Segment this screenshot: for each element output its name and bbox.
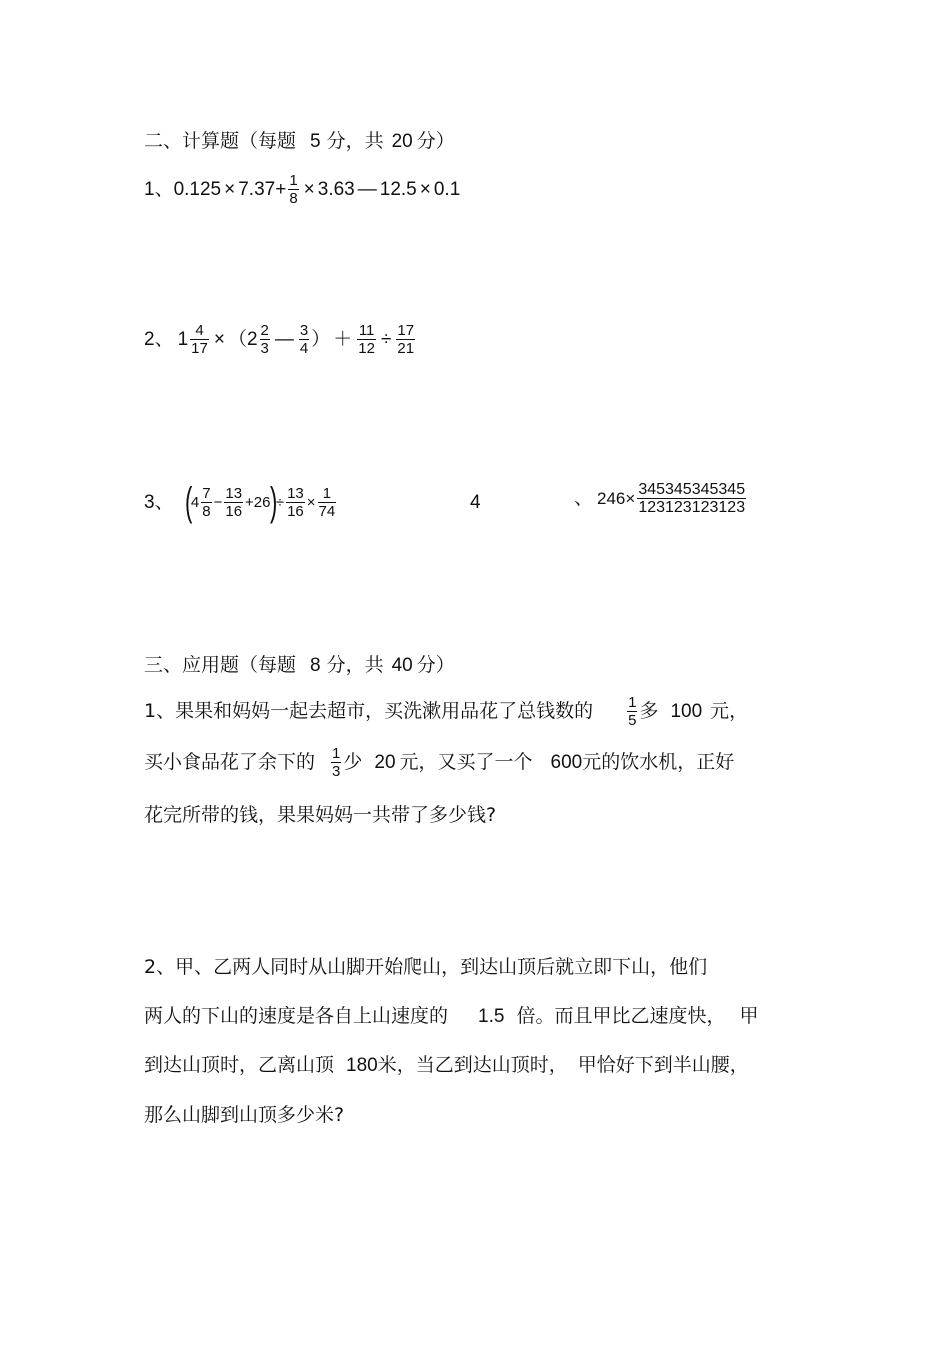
q1-term-d: 12.5 <box>379 179 417 200</box>
q1-times-2: × <box>303 179 315 200</box>
app-q1-fraction-2-numerator: 1 <box>332 745 341 762</box>
app-q1-text-b: 多 <box>639 700 659 722</box>
q2-fraction-4 <box>357 322 376 357</box>
q3-minus: − <box>213 493 223 511</box>
section-3-points: 8 <box>310 655 321 676</box>
q2-fraction-1-numerator: 4 <box>195 322 204 339</box>
q2-fraction-5-denominator: 21 <box>397 340 415 357</box>
q3-fraction-2-denominator: 16 <box>225 502 243 520</box>
app-q2-number-1-5: 1.5 <box>478 1006 505 1027</box>
q1-index: 1、 <box>144 179 174 200</box>
app-q1-text-l2b: 少 <box>343 751 363 773</box>
calc-question-1 <box>144 172 460 207</box>
q3-fraction-3-numerator: 13 <box>287 484 304 502</box>
q3-fraction-3-denominator: 16 <box>287 502 304 520</box>
q3-whole-1: 4 <box>190 493 200 511</box>
q2-fraction-3-numerator: 3 <box>299 322 309 339</box>
q1-fraction-denominator: 8 <box>289 190 298 207</box>
section-2-points: 5 <box>310 131 321 152</box>
q3-index: 3、 <box>144 491 174 513</box>
app-q1-number-100: 100 <box>670 701 703 722</box>
q1-times: × <box>224 179 236 200</box>
q2-fraction-5 <box>396 322 415 357</box>
app-q1-text-c: 元， <box>710 700 749 722</box>
calc-question-2 <box>144 322 417 357</box>
q4-fraction <box>637 481 746 516</box>
section-2-total: 20 <box>391 131 413 152</box>
q3-fraction-1 <box>201 485 211 520</box>
section-2-title-pre: 二、计算题（每题 <box>144 130 297 152</box>
q3-fraction-4-numerator: 1 <box>322 484 332 502</box>
app-q2-text-l4: 那么山脚到山顶多少米? <box>144 1104 345 1126</box>
q2-plus: ＋ <box>333 329 353 350</box>
q2-whole-2: 2 <box>246 329 258 350</box>
section-3-title-pre: 三、应用题（每题 <box>144 654 297 676</box>
q2-fraction-5-numerator: 17 <box>397 322 415 339</box>
q1-fraction-numerator: 1 <box>289 172 298 189</box>
q2-fraction-2-denominator: 3 <box>260 340 269 357</box>
calc-question-3 <box>144 482 338 522</box>
app-question-2-line-4 <box>144 1106 344 1125</box>
section-3-title-mid: 分，共 <box>326 654 384 676</box>
q2-fraction-1-denominator: 17 <box>191 340 208 357</box>
q3-divide: ÷ <box>275 493 285 511</box>
calc-question-4-index <box>470 493 481 512</box>
q3-plus-26: +26 <box>245 493 271 511</box>
app-q2-text-l2a: 两人的下山的速度是各自上山速度的 <box>144 1005 449 1027</box>
app-question-1-line-2 <box>144 745 734 780</box>
app-q1-fraction-2-denominator: 3 <box>332 763 341 780</box>
section-2-title-post: 分） <box>416 130 455 152</box>
q3-fraction-1-numerator: 7 <box>202 484 211 502</box>
q2-index: 2、 <box>144 329 174 350</box>
section-3-total: 40 <box>391 655 413 676</box>
app-q1-text-l3: 花完所带的钱，果果妈妈一共带了多少钱? <box>144 804 497 826</box>
q3-fraction-4 <box>318 485 337 520</box>
q2-left-paren: （ <box>227 329 247 350</box>
app-q2-text-l2b: 倍。而且甲比乙速度快， <box>516 1005 726 1027</box>
q4-index-number: 4 <box>470 492 481 513</box>
q2-fraction-1 <box>190 322 209 357</box>
app-q1-fraction-1-numerator: 1 <box>628 694 637 711</box>
q3-fraction-2 <box>224 485 243 520</box>
q1-times-3: × <box>419 179 431 200</box>
q3-fraction-4-denominator: 74 <box>318 502 336 520</box>
app-question-1-line-1 <box>144 694 748 729</box>
q4-fraction-numerator: 345345345345 <box>638 481 746 498</box>
q2-divide: ÷ <box>380 329 392 350</box>
section-2-title <box>144 132 455 151</box>
q2-times: × <box>213 329 225 350</box>
q3-left-paren: ( <box>184 480 192 524</box>
calc-question-4 <box>574 481 748 516</box>
app-q1-text-l2c: 元，又买了一个 <box>399 751 533 773</box>
app-q1-fraction-1 <box>627 694 637 729</box>
q3-fraction-3 <box>286 485 305 520</box>
app-q1-text-l2a: 买小食品花了余下的 <box>144 751 316 773</box>
app-q1-text-l2d: 元的饮水机，正好 <box>582 751 735 773</box>
q1-minus: — <box>357 179 377 200</box>
q1-term-a: 0.125 <box>173 179 222 200</box>
q1-term-c: 3.63 <box>317 179 355 200</box>
q2-fraction-3 <box>299 322 309 357</box>
q4-term-a: 246× <box>597 489 636 508</box>
app-q2-text-l3c: 甲恰好下到半山腰， <box>577 1054 749 1076</box>
q2-fraction-2 <box>260 322 270 357</box>
app-question-2-line-2 <box>144 1007 758 1026</box>
section-3-title <box>144 656 455 675</box>
app-question-1-line-3 <box>144 806 496 825</box>
app-question-2-line-3 <box>144 1056 749 1075</box>
app-q2-text-l2c: 甲 <box>739 1005 759 1027</box>
app-q2-text-l3b: 米，当乙到达山顶时， <box>377 1054 568 1076</box>
q3-times: × <box>306 493 316 511</box>
section-3-title-post: 分） <box>416 654 455 676</box>
app-q2-text-l3a: 到达山顶时，乙离山顶 <box>144 1054 335 1076</box>
q3-fraction-2-numerator: 13 <box>225 484 243 502</box>
q3-fraction-1-denominator: 8 <box>202 502 211 520</box>
app-question-2-line-1 <box>144 958 707 977</box>
q2-whole-1: 1 <box>177 329 189 350</box>
q2-fraction-3-denominator: 4 <box>299 340 309 357</box>
q2-right-paren: ） <box>311 329 331 350</box>
app-q1-text-a: 1、果果和妈妈一起去超市，买洗漱用品花了总钱数的 <box>144 700 594 722</box>
q4-index-separator: 、 <box>574 488 594 509</box>
app-q2-number-180: 180 <box>346 1055 378 1076</box>
q2-minus: — <box>274 329 294 350</box>
q2-fraction-4-numerator: 11 <box>358 322 375 339</box>
q2-fraction-4-denominator: 12 <box>358 340 375 357</box>
app-q1-fraction-2 <box>331 745 341 780</box>
q2-fraction-2-numerator: 2 <box>260 322 269 339</box>
q1-term-b: 7.37+ <box>238 179 287 200</box>
app-q2-text-l1: 2、甲、乙两人同时从山脚开始爬山，到达山顶后就立即下山，他们 <box>144 956 708 978</box>
app-q1-number-600: 600 <box>550 752 583 773</box>
app-q1-fraction-1-denominator: 5 <box>628 712 637 729</box>
q1-term-e: 0.1 <box>433 179 461 200</box>
q4-fraction-denominator: 123123123123 <box>638 499 746 516</box>
q1-fraction <box>288 172 298 207</box>
q3-right-paren: ) <box>269 480 277 524</box>
section-2-title-mid: 分，共 <box>326 130 384 152</box>
app-q1-number-20: 20 <box>374 752 396 773</box>
